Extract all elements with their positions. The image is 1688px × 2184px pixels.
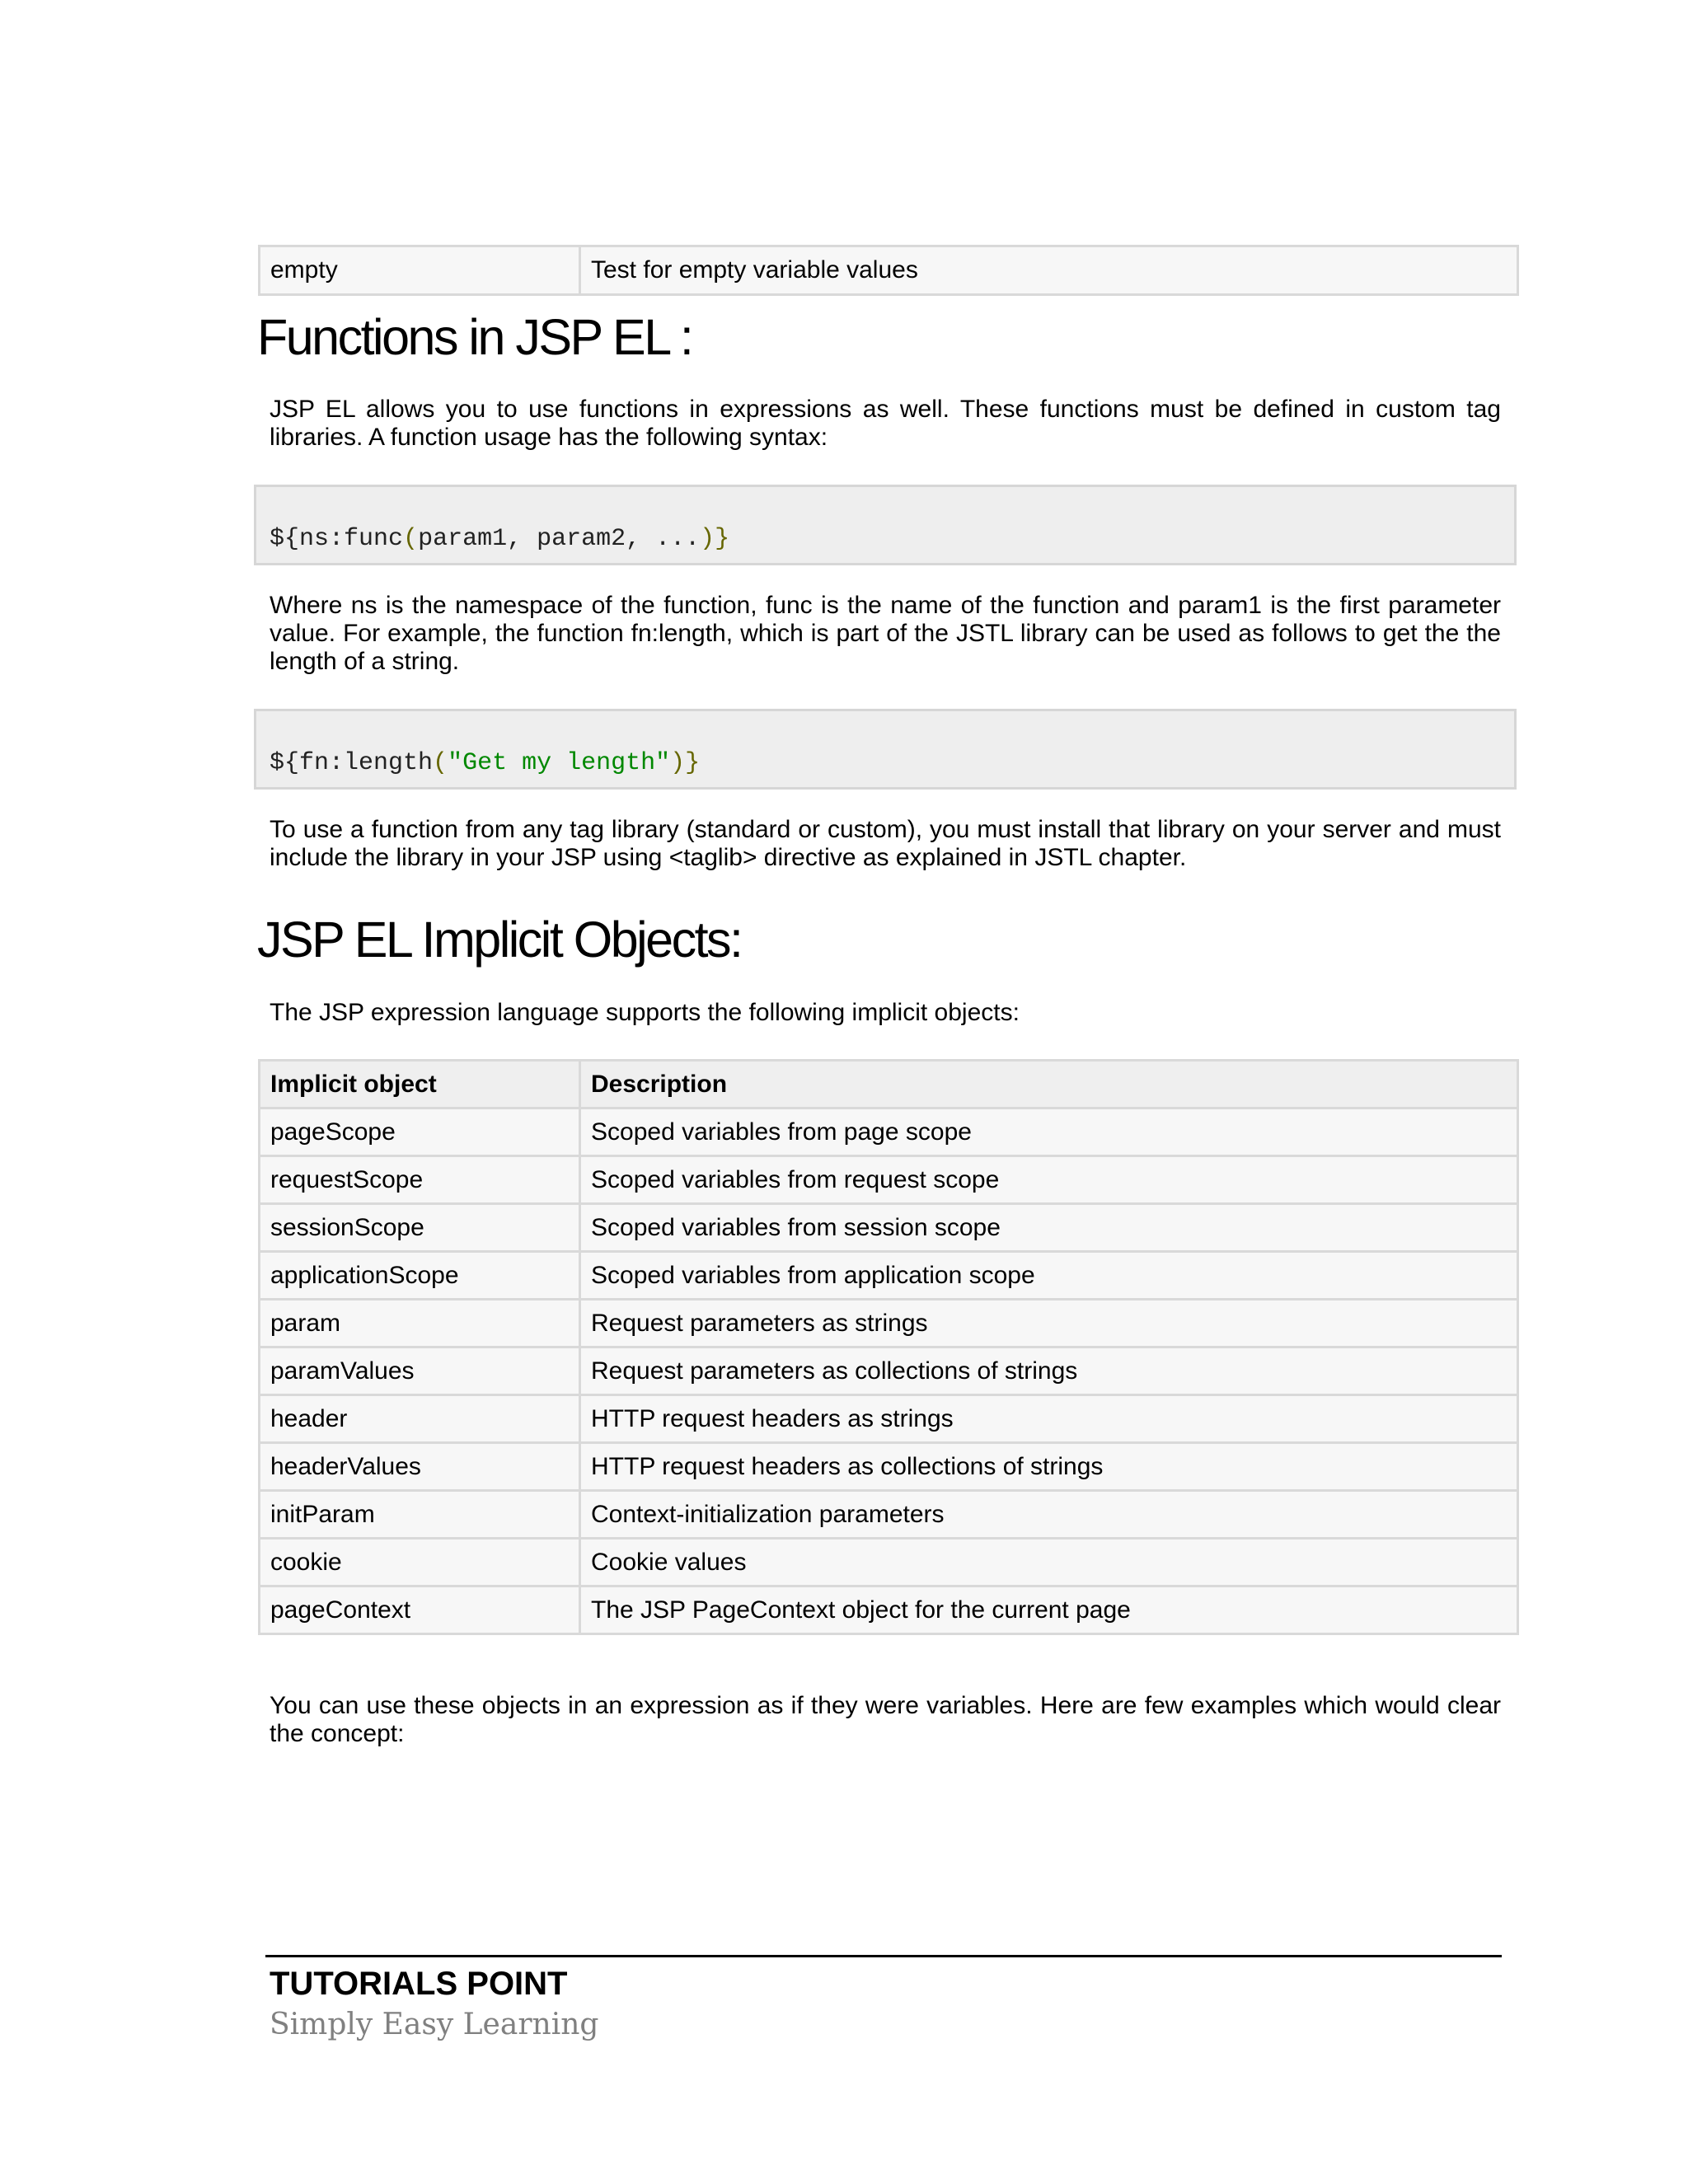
table-row <box>260 1204 1518 1252</box>
table-row <box>260 1156 1518 1204</box>
code-token: "Get my length" <box>448 749 671 777</box>
paragraph-functions-intro: JSP EL allows you to use functions in expressions as well. These functions must be defined in custom tag libraries. A function usage has the following syntax: <box>270 396 1501 451</box>
description-cell: HTTP request headers as strings <box>580 1395 1518 1443</box>
description-cell: Scoped variables from request scope <box>580 1156 1518 1204</box>
description-cell: Request parameters as strings <box>580 1300 1518 1347</box>
footer-tagline: Simply Easy Learning <box>270 2008 599 2041</box>
object-cell: initParam <box>260 1491 580 1539</box>
table-row <box>260 1300 1518 1347</box>
paragraph-implicit-intro: The JSP expression language supports the following implicit objects: <box>270 999 1020 1026</box>
code-block-syntax <box>254 485 1517 565</box>
code-token: } <box>685 749 701 777</box>
description-cell: Scoped variables from page scope <box>580 1108 1518 1156</box>
code-line <box>270 749 700 777</box>
table-row <box>260 1252 1518 1300</box>
object-cell: param <box>260 1300 580 1347</box>
paragraph-functions-install: To use a function from any tag library (standard or custom), you must install that library on your server and must include the library in your JSP using <taglib> directive as explained in JSTL chapter. <box>270 816 1501 871</box>
table-row <box>260 246 1518 295</box>
table-row <box>260 1395 1518 1443</box>
footer-brand: TUTORIALS POINT <box>270 1966 568 2002</box>
section-heading-functions: Functions in JSP EL : <box>257 309 692 365</box>
description-cell: HTTP request headers as collections of strings <box>580 1443 1518 1491</box>
code-token: ) <box>670 749 686 777</box>
object-cell: headerValues <box>260 1443 580 1491</box>
object-cell: requestScope <box>260 1156 580 1204</box>
code-line <box>270 525 729 553</box>
code-token: param1, param2, ... <box>418 525 701 553</box>
object-cell: header <box>260 1395 580 1443</box>
object-cell: cookie <box>260 1539 580 1586</box>
code-token: fn:length <box>299 749 434 777</box>
description-cell: Scoped variables from application scope <box>580 1252 1518 1300</box>
code-token: } <box>715 525 730 553</box>
code-block-example <box>254 709 1517 790</box>
code-token: ( <box>403 525 419 553</box>
description-cell: Cookie values <box>580 1539 1518 1586</box>
paragraph-functions-explain: Where ns is the namespace of the function, func is the name of the function and param1 is the first parameter value. For example, the function fn:length, which is part of the JSTL library can be used as follows to get the the length of a string. <box>270 592 1501 675</box>
operators-table-continuation <box>258 245 1519 296</box>
table-header-row <box>260 1061 1518 1108</box>
operator-cell: empty <box>260 246 580 295</box>
table-row <box>260 1347 1518 1395</box>
description-cell: Test for empty variable values <box>580 246 1518 295</box>
implicit-objects-table <box>258 1059 1519 1635</box>
code-token: ${ <box>270 525 300 553</box>
column-header-description: Description <box>580 1061 1518 1108</box>
object-cell: pageScope <box>260 1108 580 1156</box>
code-token: ) <box>700 525 715 553</box>
table-row <box>260 1539 1518 1586</box>
column-header-object: Implicit object <box>260 1061 580 1108</box>
table-row <box>260 1108 1518 1156</box>
code-token: ns:func <box>299 525 404 553</box>
object-cell: sessionScope <box>260 1204 580 1252</box>
description-cell: Scoped variables from session scope <box>580 1204 1518 1252</box>
code-token: ( <box>433 749 448 777</box>
description-cell: Context-initialization parameters <box>580 1491 1518 1539</box>
table-row <box>260 1586 1518 1634</box>
description-cell: Request parameters as collections of strings <box>580 1347 1518 1395</box>
object-cell: paramValues <box>260 1347 580 1395</box>
object-cell: applicationScope <box>260 1252 580 1300</box>
table-row <box>260 1491 1518 1539</box>
footer-divider <box>265 1955 1502 1957</box>
object-cell: pageContext <box>260 1586 580 1634</box>
table-row <box>260 1443 1518 1491</box>
code-token: ${ <box>270 749 300 777</box>
section-heading-implicit-objects: JSP EL Implicit Objects: <box>257 912 742 968</box>
paragraph-implicit-outro: You can use these objects in an expression as if they were variables. Here are few examples which would clear the concept: <box>270 1692 1501 1747</box>
description-cell: The JSP PageContext object for the current page <box>580 1586 1518 1634</box>
